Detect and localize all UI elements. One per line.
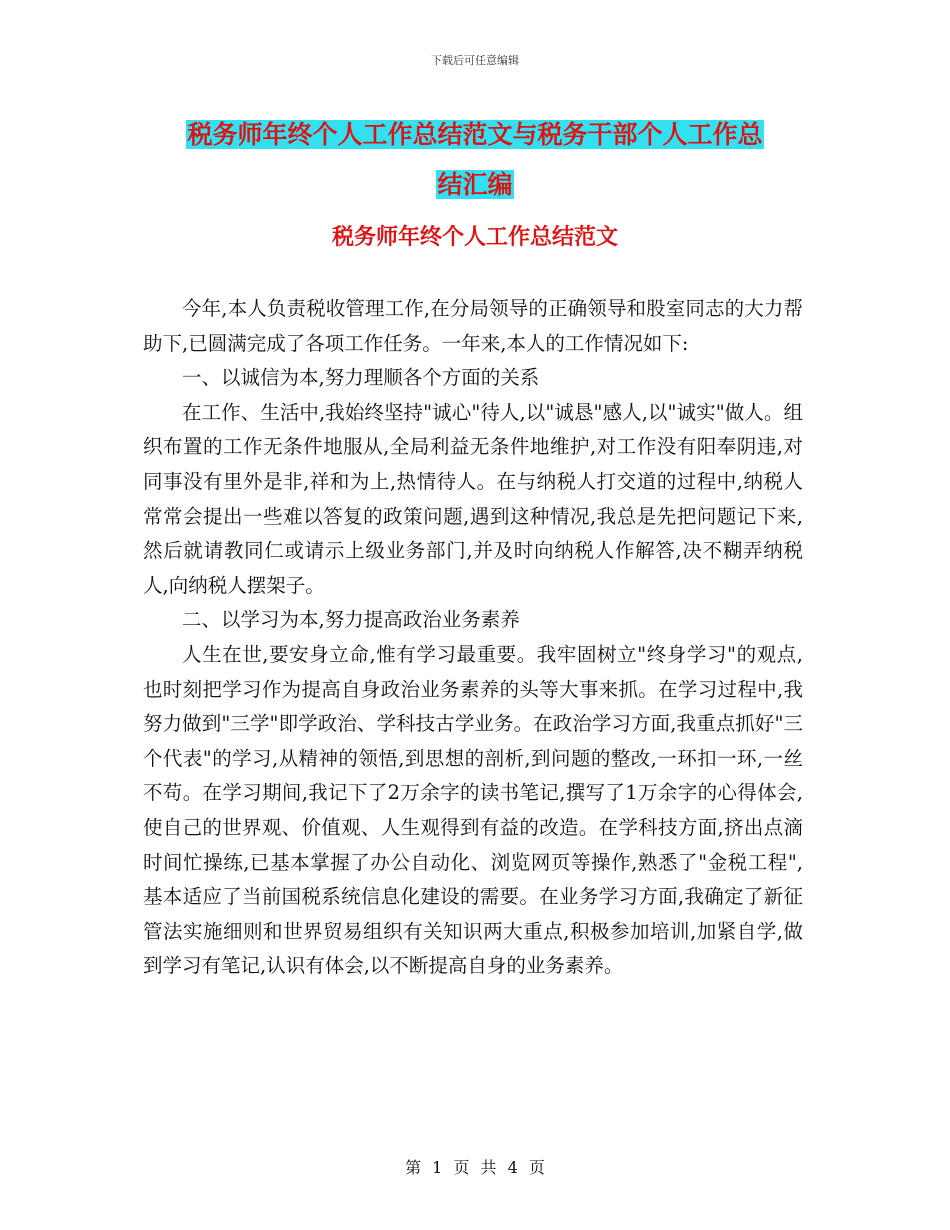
section-title: 税务师年终个人工作总结范文	[331, 225, 618, 250]
page-footer: 第 1 页 共 4 页	[405, 1158, 545, 1177]
document-body	[143, 292, 803, 984]
document-title-line2: 结汇编	[437, 170, 513, 199]
document-title	[0, 110, 950, 210]
paragraph-1: 在工作、生活中,我始终坚持"诚心"待人,以"诚恳"感人,以"诚实"做人。组织布置的工作无条件地服从,全局利益无条件地维护,对工作没有阳奉阴违,对同事没有里外是非,祥和为上,热情待人。在与纳税人打交道的过程中,纳税人常常会提出一些难以答复的政策问题,遇到这种情况,我总是先把问题记下来,然后就请教同仁或请示上级业务部门,并及时向纳税人作解答,决不糊弄纳税人,向纳税人摆架子。	[143, 400, 803, 597]
paragraph-intro: 今年,本人负责税收管理工作,在分局领导的正确领导和股室同志的大力帮助下,已圆满完成了各项工作任务。一年来,本人的工作情况如下:	[143, 297, 803, 355]
paragraph-2: 人生在世,要安身立命,惟有学习最重要。我牢固树立"终身学习"的观点,也时刻把学习作为提高自身政治业务素养的头等大事来抓。在学习过程中,我努力做到"三学"即学政治、学科技古学业务。在政治学习方面,我重点抓好"三个代表"的学习,从精神的领悟,到思想的剖析,到问题的整改,一环扣一环,一丝不苟。在学习期间,我记下了2万余字的读书笔记,撰写了1万余字的心得体会,使自己的世界观、价值观、人生观得到有益的改造。在学科技方面,挤出点滴时间忙操练,已基本掌握了办公自动化、浏览网页等操作,熟悉了"金税工程",基本适应了当前国税系统信息化建设的需要。在业务学习方面,我确定了新征管法实施细则和世界贸易组织有关知识两大重点,积极参加培训,加紧自学,做到学习有笔记,认识有体会,以不断提高自身的业务素养。	[143, 642, 803, 978]
heading-2: 二、以学习为本,努力提高政治业务素养	[182, 608, 520, 632]
heading-1: 一、以诚信为本,努力理顺各个方面的关系	[182, 366, 540, 390]
document-title-line1: 税务师年终个人工作总结范文与税务干部个人工作总	[187, 120, 763, 149]
page-header: 下载后可任意编辑	[431, 54, 519, 67]
